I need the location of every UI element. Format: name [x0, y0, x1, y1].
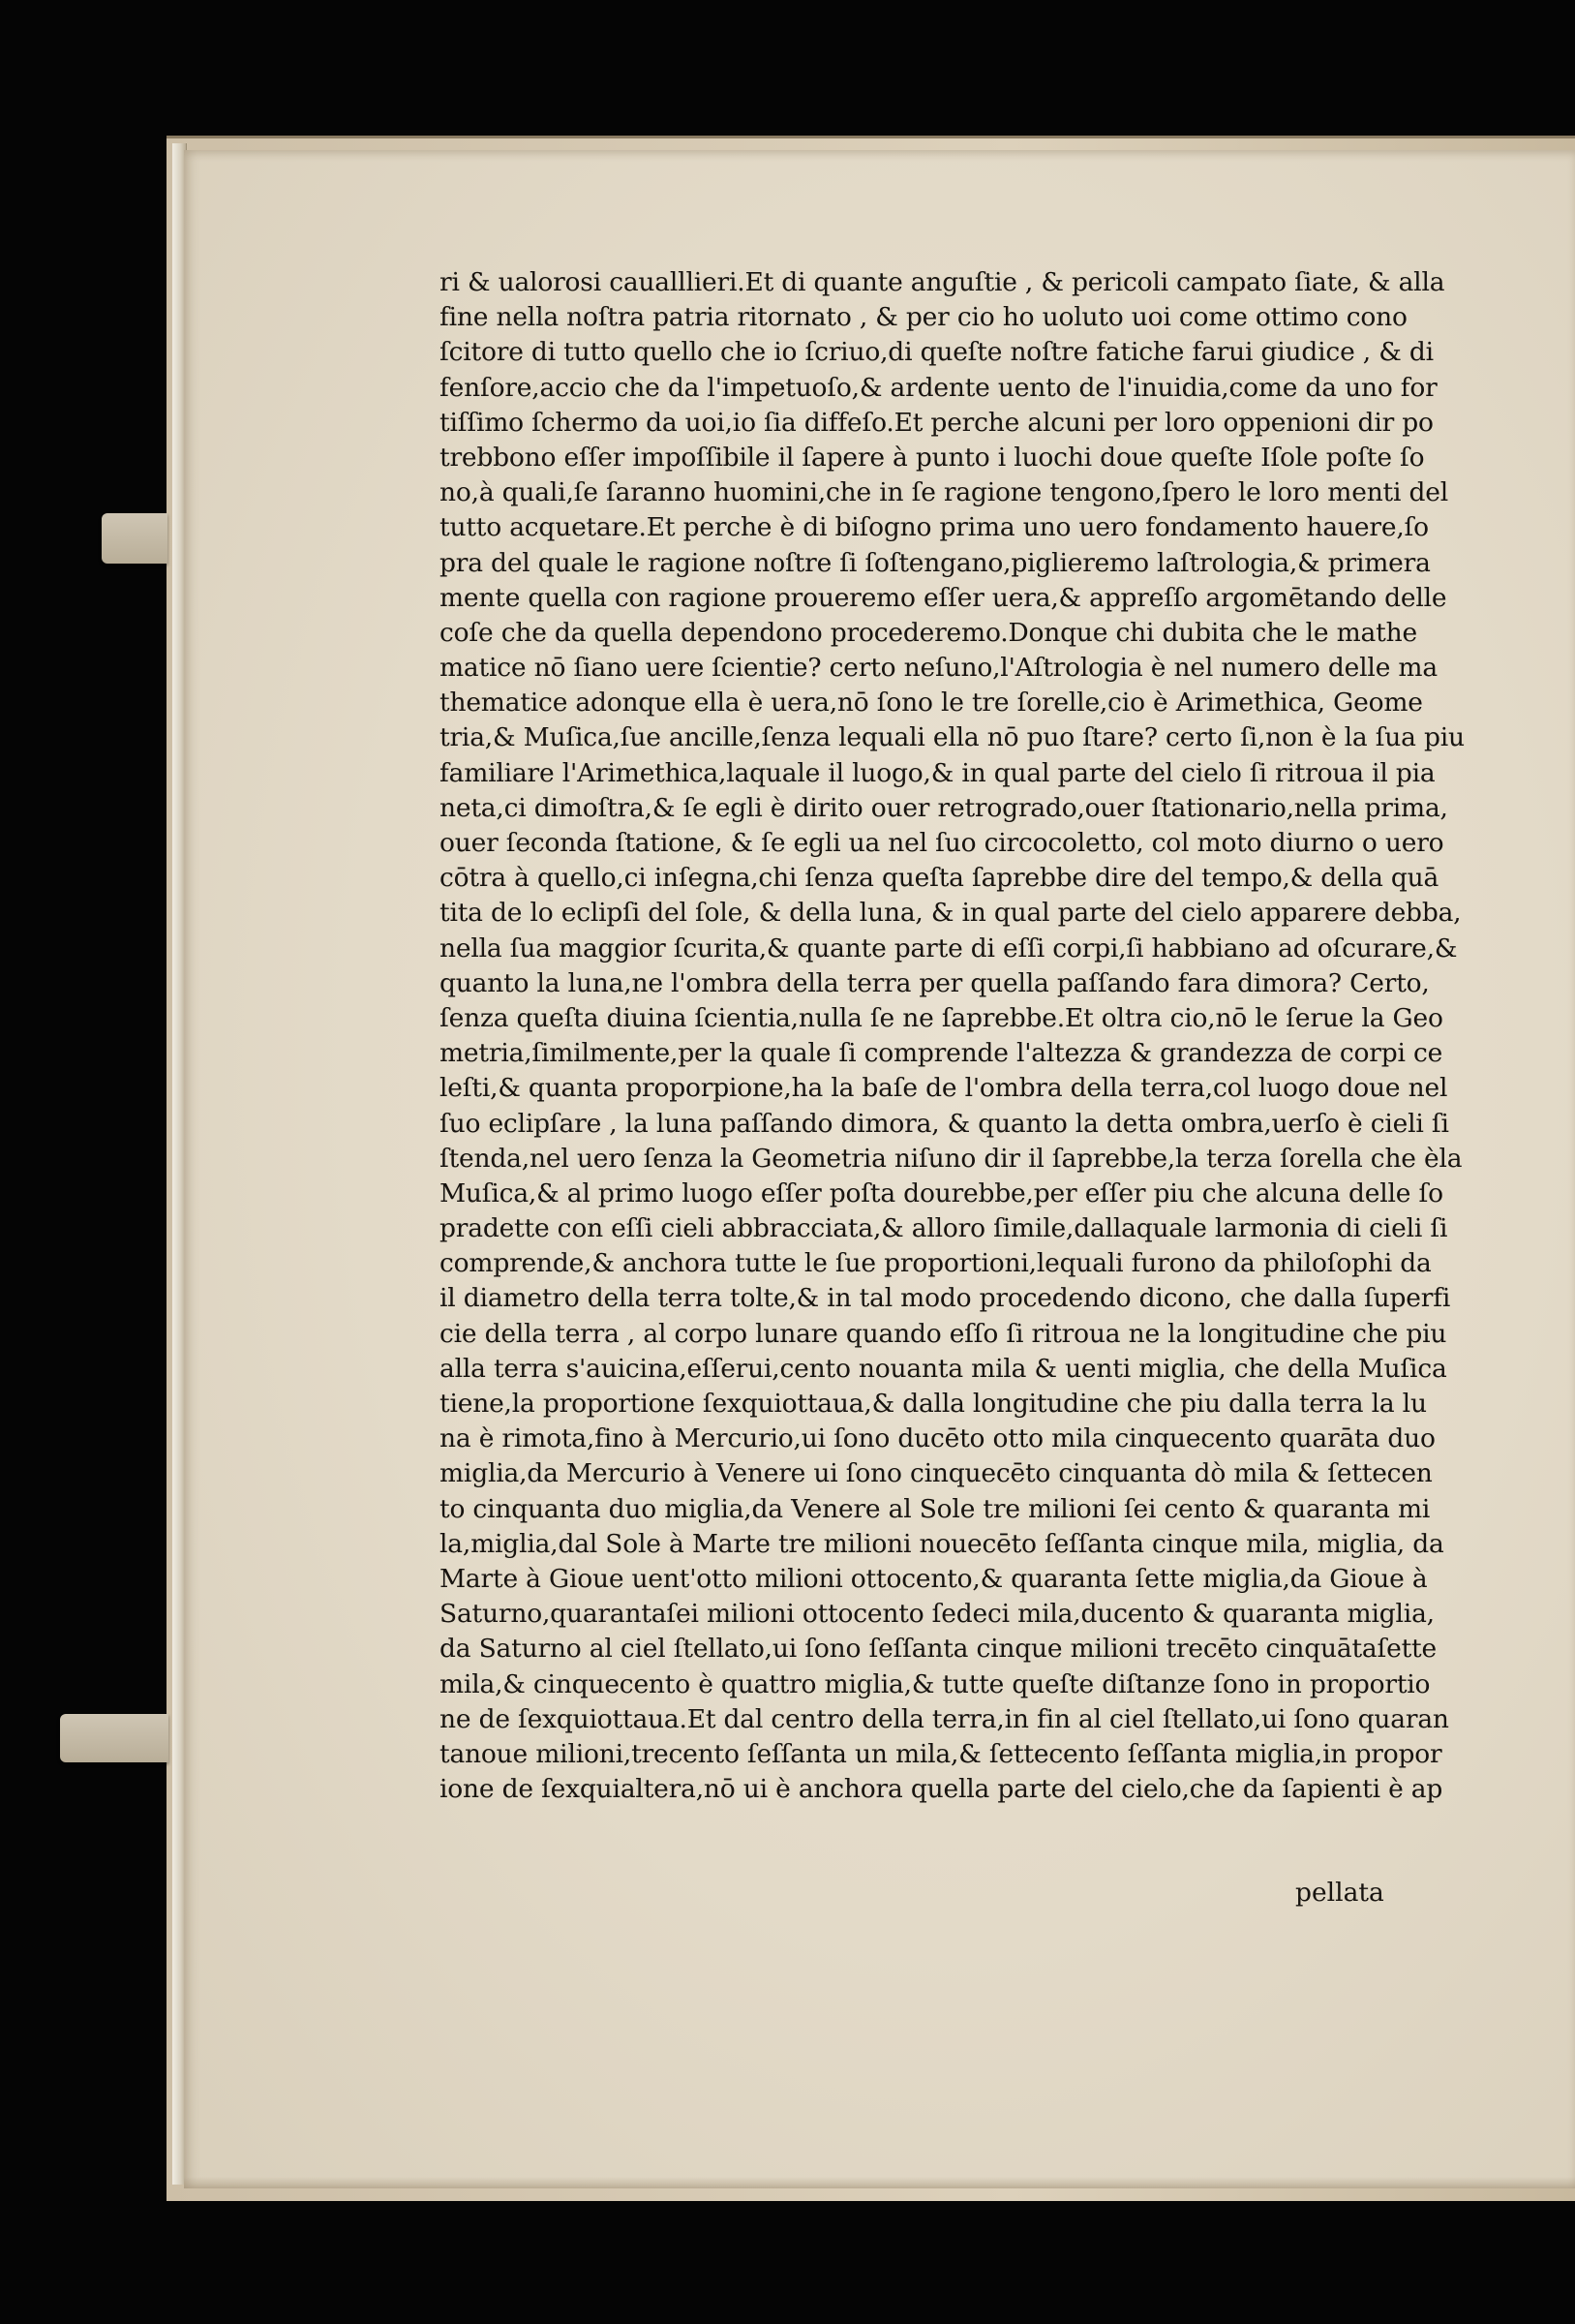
text-line: leſti,& quanta proporpione,ha la baſe de l'ombra della terra,col luogo doue nel	[439, 1073, 1448, 1104]
page-bottom-shadow	[184, 2177, 1575, 2188]
text-line: metria,ſimilmente,per la quale ſi comprende l'altezza & grandezza de corpi ce	[439, 1038, 1443, 1069]
text-line: tria,& Muſica,ſue ancille,ſenza lequali ella nō puo ſtare? certo ſi,non è la ſua piu	[439, 722, 1465, 753]
text-line: Muſica,& al primo luogo eſſer poſta dourebbe,per eſſer piu che alcuna delle ſo	[439, 1177, 1443, 1208]
text-line: ſuo eclipſare , la luna paſſando dimora, & quanto la detta ombra,uerſo è cieli ſi	[439, 1108, 1449, 1139]
text-line: ne de ſexquiottaua.Et dal centro della terra,in fin al ciel ſtellato,ui ſono quaran	[439, 1703, 1449, 1734]
text-line: miglia,da Mercurio à Venere ui ſono cinquecēto cinquanta dò mila & ſettecen	[439, 1458, 1433, 1489]
text-line: to cinquanta duo miglia,da Venere al Sole tre milioni ſei cento & quaranta mi	[439, 1493, 1431, 1524]
text-line: neta,ci dimoſtra,& ſe egli è dirito ouer retrogrado,ouer ſtationario,nella prima,	[439, 792, 1448, 823]
text-line: thematice adonque ella è uera,nō ſono le tre ſorelle,cio è Arimethica, Geome	[439, 688, 1423, 719]
text-line: ri & ualorosi caualllieri.Et di quante anguſtie , & pericoli campato ſiate, & alla	[439, 267, 1445, 297]
text-line: tiene,la proportione ſexquiottaua,& dalla longitudine che piu dalla terra la lu	[439, 1389, 1427, 1419]
text-line: cōtra à quello,ci inſegna,chi ſenza queſta ſaprebbe dire del tempo,& della quā	[439, 863, 1439, 894]
text-line: no,à quali,ſe ſaranno huomini,che in ſe ragione tengono,ſpero le loro menti del	[439, 477, 1449, 508]
text-line: Marte à Gioue uent'otto milioni ottocento,& quaranta ſette miglia,da Gioue à	[439, 1563, 1428, 1594]
text-line: fenſore,accio che da l'impetuoſo,& ardente uento de l'inuidia,come da uno for	[439, 372, 1438, 403]
text-line: na è rimota,fino à Mercurio,ui ſono ducēto otto mila cinquecento quarāta duo	[439, 1423, 1436, 1454]
text-line: ſtenda,nel uero ſenza la Geometria niſuno dir il ſaprebbe,la terza ſorella che èla	[439, 1143, 1463, 1174]
text-line: comprende,& anchora tutte le ſue proportioni,lequali furono da philoſophi da	[439, 1248, 1432, 1279]
text-line: il diametro della terra tolte,& in tal modo procedendo dicono, che dalla ſuperfi	[439, 1283, 1451, 1314]
text-line: tita de lo eclipſi del ſole, & della luna, & in qual parte del cielo apparere debba,	[439, 898, 1462, 929]
text-line: pra del quale le ragione noſtre ſi ſoſtengano,piglieremo laſtrologia,& primera	[439, 547, 1431, 578]
text-line: tiſſimo ſchermo da uoi,io ſia diffeſo.Et perche alcuni per loro oppenioni dir po	[439, 407, 1434, 438]
paper-tab-lower	[60, 1714, 168, 1762]
text-line: mente quella con ragione proueremo eſſer uera,& appreſſo argomētando delle	[439, 582, 1447, 613]
paper-tab-upper	[102, 513, 167, 564]
text-line: mila,& cinquecento è quattro miglia,& tutte queſte diſtanze ſono in proportio	[439, 1668, 1431, 1699]
text-line: tanoue milioni,trecento ſeſſanta un mila,& ſettecento ſeſſanta miglia,in propor	[439, 1738, 1442, 1769]
text-line: coſe che da quella dependono procederemo.Donque chi dubita che le mathe	[439, 617, 1417, 648]
body-text	[439, 265, 1466, 1807]
text-line: trebbono eſſer impoſſibile il ſapere à punto i luochi doue queſte Iſole poſte ſo	[439, 442, 1425, 473]
text-line: ſenza queſta diuina ſcientia,nulla ſe ne ſaprebbe.Et oltra cio,nō le ſerue la Geo	[439, 1002, 1443, 1033]
catchword: pellata	[1295, 1878, 1384, 1908]
text-line: fine nella noſtra patria ritornato , & per cio ho uoluto uoi come ottimo cono	[439, 302, 1408, 333]
text-line: alla terra s'auicina,eſſerui,cento nouanta mila & uenti miglia, che della Muſica	[439, 1353, 1447, 1384]
text-line: Saturno,quarantaſei milioni ottocento ſedeci mila,ducento & quaranta miglia,	[439, 1599, 1435, 1630]
text-line: la,miglia,dal Sole à Marte tre milioni nouecēto ſeſſanta cinque mila, miglia, da	[439, 1528, 1444, 1559]
text-line: tutto acquetare.Et perche è di biſogno prima uno uero fondamento hauere,ſo	[439, 512, 1429, 543]
text-line: quanto la luna,ne l'ombra della terra per quella paſſando fara dimora? Certo,	[439, 967, 1430, 998]
text-line: da Saturno al ciel ſtellato,ui ſono ſeſſanta cinque milioni trecēto cinquātaſette	[439, 1634, 1437, 1665]
text-line: matice nō ſiano uere ſcientie? certo neſuno,l'Aſtrologia è nel numero delle ma	[439, 653, 1438, 684]
text-line: pradette con eſſi cieli abbracciata,& alloro ſimile,dallaquale larmonia di cieli ſi	[439, 1213, 1448, 1244]
text-line: cie della terra , al corpo lunare quando eſſo ſi ritroua ne la longitudine che piu	[439, 1318, 1447, 1349]
text-line: familiare l'Arimethica,laquale il luogo,& in qual parte del cielo ſi ritroua il pia	[439, 757, 1436, 788]
text-line: nella ſua maggior ſcurita,& quante parte di eſſi corpi,ſi habbiano ad oſcurare,&	[439, 933, 1458, 963]
text-line: ione de ſexquialtera,nō ui è anchora quella parte del cielo,che da ſapienti è ap	[439, 1774, 1443, 1805]
text-line: ſcitore di tutto quello che io ſcriuo,di queſte noſtre fatiche farui giudice , & di	[439, 337, 1434, 368]
text-line: ouer ſeconda ſtatione, & ſe egli ua nel ſuo circocoletto, col moto diurno o uero	[439, 828, 1444, 858]
